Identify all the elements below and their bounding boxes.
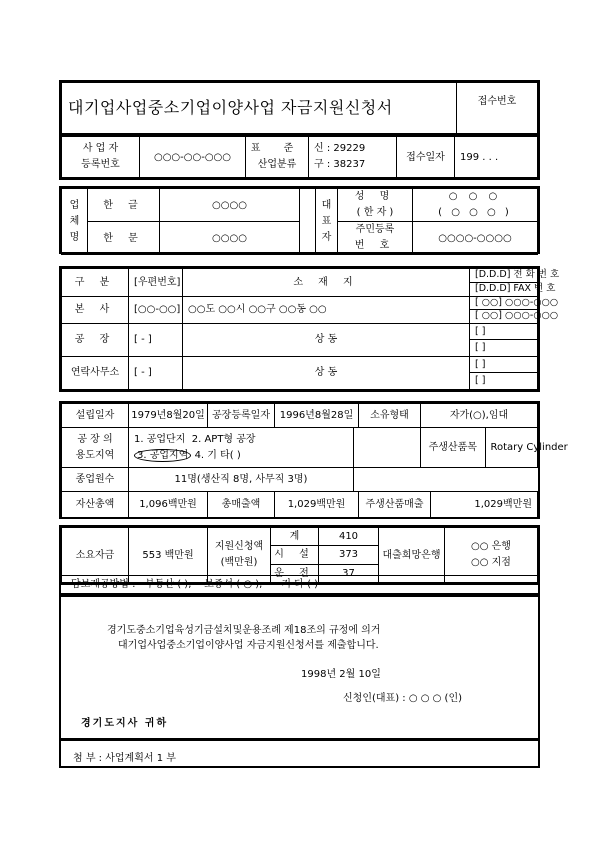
receipt-date-value[interactable]: 199 . . .	[455, 137, 538, 178]
facility-value[interactable]: 373	[319, 546, 379, 564]
hq-address[interactable]: ○○도 ○○시 ○○구 ○○동 ○○	[183, 296, 470, 324]
office-label: 연락사무소	[62, 356, 129, 389]
industry-class-label: 표 준 산업분류	[246, 137, 309, 178]
attachment-section	[59, 740, 540, 768]
business-reg-number[interactable]: ○○○-○○-○○○	[140, 137, 246, 178]
office-zip[interactable]: [ - ]	[129, 356, 183, 389]
company-info-section	[59, 401, 568, 519]
factory-reg-label: 공장등록일자	[208, 404, 275, 428]
product-sales-value[interactable]: 1,029백만원	[431, 492, 538, 518]
attachment-note: 첨 부 : 사업계획서 1 부	[73, 753, 176, 764]
factory-phone[interactable]: [ ]	[470, 324, 538, 340]
form-title: 대기업사업중소기업이양사업 자금지원신청서	[62, 83, 457, 134]
factory-reg-value[interactable]: 1996년8월28일	[275, 404, 359, 428]
addressee: 경기도지사 귀하	[81, 718, 169, 729]
office-fax[interactable]: [ ]	[470, 373, 538, 390]
zoning-label: 공 장 의 용도지역	[62, 428, 129, 468]
hq-fax[interactable]: [ ○○] ○○○-○○○	[470, 310, 538, 324]
collateral-real-estate[interactable]: 부동산 ( ),	[145, 579, 192, 590]
facility-label: 시 설	[271, 546, 319, 564]
declaration-line-1: 경기도중소기업육성기금설치및운용조례 제18조의 규정에 의거	[107, 625, 381, 636]
zoning-option-3[interactable]: 3. 공업지역	[134, 449, 191, 462]
collateral-guarantee[interactable]: 보증서 ( ○ ),	[204, 579, 263, 590]
zoning-option-2[interactable]: 2. APT형 공장	[191, 433, 256, 445]
resident-id-label: 주민등록 번 호	[338, 222, 413, 255]
registration-section	[59, 136, 540, 180]
main-product-value[interactable]: Rotary Cylinder	[490, 442, 568, 453]
applicant-signature[interactable]: 신청인(대표) : ○ ○ ○ (인)	[343, 693, 463, 704]
category-header: 구 분	[62, 269, 129, 297]
total-value[interactable]: 410	[319, 528, 379, 546]
business-reg-label: 사 업 자 등록번호	[62, 137, 140, 178]
receipt-date-label: 접수일자	[397, 137, 455, 178]
hanja-name-value[interactable]: ○○○○	[160, 222, 300, 255]
required-funds-value[interactable]: 553 백만원	[129, 528, 208, 583]
collateral-section	[59, 575, 540, 595]
employees-value[interactable]: 11명(생산직 8명, 사무직 3명)	[129, 468, 354, 492]
zoning-option-1[interactable]: 1. 공업단지	[134, 433, 186, 445]
collateral-label: 담보제공방법 :	[71, 579, 136, 590]
receipt-number-box[interactable]	[457, 83, 538, 134]
fax-header: [D.D.D] FAX 번 호	[470, 282, 538, 296]
established-value[interactable]: 1979년8월20일	[129, 404, 208, 428]
preferred-bank-label: 대출희망은행	[379, 528, 445, 583]
representative-label: 대 표 자	[316, 189, 338, 255]
collateral-other[interactable]: 기 타 ( )	[281, 579, 319, 590]
zip-header: [우편번호]	[129, 269, 183, 297]
industry-class-value[interactable]: 신 : 29229 구 : 38237	[309, 137, 397, 178]
korean-name-value[interactable]: ○○○○	[160, 189, 300, 222]
factory-zip[interactable]: [ - ]	[129, 324, 183, 357]
office-phone[interactable]: [ ]	[470, 356, 538, 372]
hq-phone[interactable]: [ ○○] ○○○-○○○	[470, 296, 538, 310]
declaration-line-2: 대기업사업중소기업이양사업 자금지원신청서를 제출합니다.	[118, 640, 379, 651]
title-section	[59, 80, 540, 136]
company-name-label: 업 체 명	[62, 189, 88, 255]
operating-value[interactable]: 37	[319, 564, 379, 582]
ownership-label: 소유형태	[359, 404, 421, 428]
receipt-number-label: 접수번호	[477, 96, 517, 107]
rep-name-value[interactable]: ○ ○ ○ ( ○ ○ ○ )	[413, 189, 538, 222]
total-assets-label: 자산총액	[62, 492, 129, 518]
factory-fax[interactable]: [ ]	[470, 340, 538, 356]
factory-address[interactable]: 상 동	[183, 324, 470, 357]
korean-name-label: 한 글	[88, 189, 160, 222]
declaration-section	[59, 595, 540, 740]
hq-zip[interactable]: [○○-○○]	[129, 296, 183, 324]
total-label: 계	[271, 528, 319, 546]
address-section	[59, 266, 560, 392]
preferred-bank-value[interactable]: ○○ 은행 ○○ 지점	[445, 528, 538, 583]
total-assets-value[interactable]: 1,096백만원	[129, 492, 208, 518]
operating-label: 운 전	[271, 564, 319, 582]
main-product-label: 주생산품목	[421, 428, 485, 467]
headquarters-label: 본 사	[62, 296, 129, 324]
rep-name-label: 성 명 ( 한 자 )	[338, 189, 413, 222]
resident-id-value[interactable]: ○○○○-○○○○	[413, 222, 538, 255]
location-header: 소 재 지	[183, 269, 470, 297]
support-amount-label: 지원신청액 (백만원)	[208, 528, 271, 583]
total-sales-label: 총매출액	[208, 492, 275, 518]
ownership-value[interactable]: 자가(○),임대	[421, 404, 538, 428]
zoning-options[interactable]	[129, 428, 354, 468]
collateral-row	[61, 576, 538, 593]
office-address[interactable]: 상 동	[183, 356, 470, 389]
hanja-name-label: 한 문	[88, 222, 160, 255]
required-funds-label: 소요자금	[62, 528, 129, 583]
established-label: 설립일자	[62, 404, 129, 428]
factory-label: 공 장	[62, 324, 129, 357]
application-date[interactable]: 1998년 2월 10일	[301, 669, 381, 680]
employees-label: 종업원수	[62, 468, 129, 492]
company-section	[59, 186, 540, 254]
zoning-option-4[interactable]: 4. 기 타( )	[194, 449, 241, 461]
phone-header: [D.D.D] 전 화 번 호	[470, 269, 538, 283]
total-sales-value[interactable]: 1,029백만원	[275, 492, 359, 518]
product-sales-label: 주생산품매출	[359, 492, 431, 518]
